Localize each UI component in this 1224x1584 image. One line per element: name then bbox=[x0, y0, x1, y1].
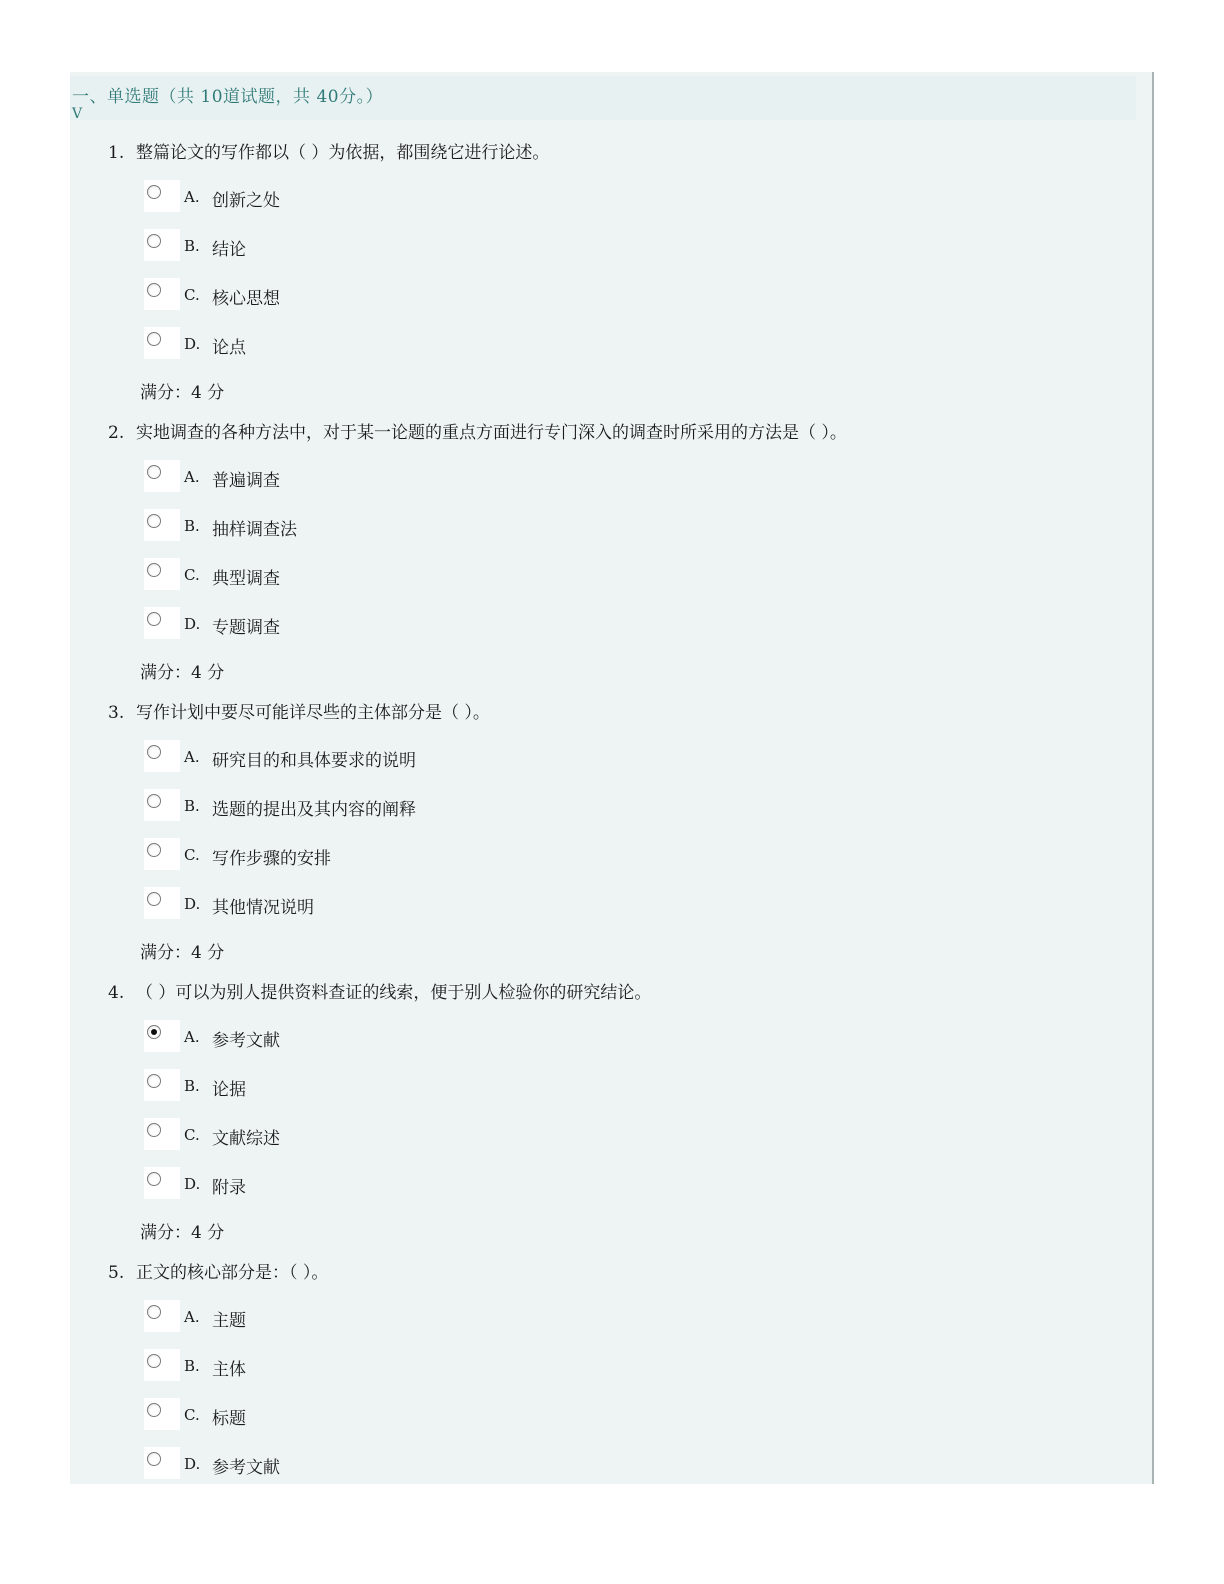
radio-button-container[interactable] bbox=[144, 789, 180, 821]
question-text: 实地调查的各种方法中，对于某一论题的重点方面进行专门深入的调查时所采用的方法是（ ）。 bbox=[136, 423, 847, 443]
option-text: 写作步骤的安排 bbox=[212, 849, 331, 869]
option-d[interactable] bbox=[144, 607, 644, 641]
question-text: 写作计划中要尽可能详尽些的主体部分是（ ）。 bbox=[136, 703, 490, 723]
radio-button[interactable] bbox=[147, 1123, 161, 1137]
question-stem bbox=[108, 142, 549, 164]
radio-button-container[interactable] bbox=[144, 740, 180, 772]
radio-button[interactable] bbox=[147, 1452, 161, 1466]
option-letter: C. bbox=[184, 1126, 200, 1144]
option-d[interactable] bbox=[144, 1167, 644, 1201]
question-number: 5. bbox=[108, 1263, 125, 1283]
option-letter: D. bbox=[184, 335, 201, 353]
radio-button-container[interactable] bbox=[144, 180, 180, 212]
option-text: 专题调查 bbox=[212, 618, 280, 638]
option-d[interactable] bbox=[144, 327, 644, 361]
question-text: （ ）可以为别人提供资料查证的线索，便于别人检验你的研究结论。 bbox=[136, 983, 652, 1003]
radio-button-container[interactable] bbox=[144, 1069, 180, 1101]
question-text: 正文的核心部分是：（ ）。 bbox=[136, 1263, 329, 1283]
option-c[interactable] bbox=[144, 278, 644, 312]
radio-button[interactable] bbox=[147, 1403, 161, 1417]
option-letter: B. bbox=[184, 237, 200, 255]
option-a[interactable] bbox=[144, 460, 644, 494]
radio-button-container[interactable] bbox=[144, 607, 180, 639]
option-text: 标题 bbox=[212, 1409, 246, 1429]
option-letter: A. bbox=[184, 748, 200, 766]
score-label: 满分：4 分 bbox=[140, 1223, 225, 1243]
radio-button-container[interactable] bbox=[144, 278, 180, 310]
option-text: 参考文献 bbox=[212, 1458, 280, 1478]
option-c[interactable] bbox=[144, 558, 644, 592]
radio-button-container[interactable] bbox=[144, 558, 180, 590]
quiz-panel bbox=[70, 72, 1154, 1484]
question-stem bbox=[108, 1262, 328, 1284]
score-label: 满分：4 分 bbox=[140, 663, 225, 683]
option-b[interactable] bbox=[144, 1349, 644, 1383]
question-text: 整篇论文的写作都以（ ）为依据，都围绕它进行论述。 bbox=[136, 143, 550, 163]
section-title: 一、单选题（共 10道试题，共 40分。） bbox=[72, 87, 384, 107]
option-letter: B. bbox=[184, 1077, 200, 1095]
radio-button[interactable] bbox=[147, 794, 161, 808]
option-a[interactable] bbox=[144, 1300, 644, 1334]
option-text: 研究目的和具体要求的说明 bbox=[212, 751, 416, 771]
radio-button[interactable] bbox=[147, 1354, 161, 1368]
score-label: 满分：4 分 bbox=[140, 383, 225, 403]
radio-button-selected[interactable] bbox=[147, 1025, 161, 1039]
question-number: 4. bbox=[108, 983, 125, 1003]
option-letter: D. bbox=[184, 1455, 201, 1473]
option-text: 选题的提出及其内容的阐释 bbox=[212, 800, 416, 820]
option-letter: C. bbox=[184, 846, 200, 864]
option-letter: C. bbox=[184, 286, 200, 304]
radio-button-container[interactable] bbox=[144, 1398, 180, 1430]
question-stem bbox=[108, 422, 847, 444]
radio-button[interactable] bbox=[147, 745, 161, 759]
option-letter: B. bbox=[184, 517, 200, 535]
option-text: 典型调查 bbox=[212, 569, 280, 589]
option-text: 其他情况说明 bbox=[212, 898, 314, 918]
radio-button-container[interactable] bbox=[144, 1300, 180, 1332]
option-b[interactable] bbox=[144, 789, 644, 823]
radio-button-container[interactable] bbox=[144, 460, 180, 492]
radio-button[interactable] bbox=[147, 234, 161, 248]
option-text: 创新之处 bbox=[212, 191, 280, 211]
option-letter: A. bbox=[184, 1308, 200, 1326]
radio-button[interactable] bbox=[147, 1305, 161, 1319]
option-a[interactable] bbox=[144, 1020, 644, 1054]
option-text: 抽样调查法 bbox=[212, 520, 297, 540]
option-b[interactable] bbox=[144, 1069, 644, 1103]
score-label: 满分：4 分 bbox=[140, 943, 225, 963]
option-c[interactable] bbox=[144, 1398, 644, 1432]
radio-button[interactable] bbox=[147, 563, 161, 577]
option-text: 论点 bbox=[212, 338, 246, 358]
option-letter: B. bbox=[184, 1357, 200, 1375]
option-text: 论据 bbox=[212, 1080, 246, 1100]
radio-button-container[interactable] bbox=[144, 509, 180, 541]
radio-button-container[interactable] bbox=[144, 887, 180, 919]
radio-button[interactable] bbox=[147, 185, 161, 199]
option-b[interactable] bbox=[144, 229, 644, 263]
option-c[interactable] bbox=[144, 838, 644, 872]
option-text: 参考文献 bbox=[212, 1031, 280, 1051]
radio-button-container[interactable] bbox=[144, 1167, 180, 1199]
option-letter: B. bbox=[184, 797, 200, 815]
option-letter: D. bbox=[184, 1175, 201, 1193]
option-letter: C. bbox=[184, 1406, 200, 1424]
radio-button-container[interactable] bbox=[144, 1349, 180, 1381]
radio-button[interactable] bbox=[147, 612, 161, 626]
option-letter: A. bbox=[184, 188, 200, 206]
option-a[interactable] bbox=[144, 740, 644, 774]
option-letter: A. bbox=[184, 468, 200, 486]
question-number: 2. bbox=[108, 423, 125, 443]
radio-button-container[interactable] bbox=[144, 1020, 180, 1052]
section-header bbox=[70, 76, 1136, 120]
radio-button[interactable] bbox=[147, 1074, 161, 1088]
radio-button-container[interactable] bbox=[144, 229, 180, 261]
option-text: 核心思想 bbox=[212, 289, 280, 309]
option-letter: D. bbox=[184, 615, 201, 633]
option-text: 主题 bbox=[212, 1311, 246, 1331]
option-letter: C. bbox=[184, 566, 200, 584]
radio-button-container[interactable] bbox=[144, 838, 180, 870]
radio-button-container[interactable] bbox=[144, 327, 180, 359]
question-stem bbox=[108, 702, 490, 724]
question-stem bbox=[108, 982, 651, 1004]
option-a[interactable] bbox=[144, 180, 644, 214]
option-text: 文献综述 bbox=[212, 1129, 280, 1149]
option-b[interactable] bbox=[144, 509, 644, 543]
radio-button[interactable] bbox=[147, 892, 161, 906]
question-number: 3. bbox=[108, 703, 125, 723]
radio-button[interactable] bbox=[147, 1172, 161, 1186]
radio-button-container[interactable] bbox=[144, 1118, 180, 1150]
option-letter: A. bbox=[184, 1028, 200, 1046]
radio-button-container[interactable] bbox=[144, 1447, 180, 1479]
radio-button[interactable] bbox=[147, 843, 161, 857]
radio-button[interactable] bbox=[147, 465, 161, 479]
option-letter: D. bbox=[184, 895, 201, 913]
option-text: 附录 bbox=[212, 1178, 246, 1198]
option-d[interactable] bbox=[144, 1447, 644, 1481]
radio-button[interactable] bbox=[147, 332, 161, 346]
option-text: 主体 bbox=[212, 1360, 246, 1380]
section-mark: V bbox=[72, 106, 83, 122]
option-d[interactable] bbox=[144, 887, 644, 921]
option-c[interactable] bbox=[144, 1118, 644, 1152]
radio-button[interactable] bbox=[147, 283, 161, 297]
option-text: 结论 bbox=[212, 240, 246, 260]
option-text: 普遍调查 bbox=[212, 471, 280, 491]
question-number: 1. bbox=[108, 143, 125, 163]
radio-button[interactable] bbox=[147, 514, 161, 528]
